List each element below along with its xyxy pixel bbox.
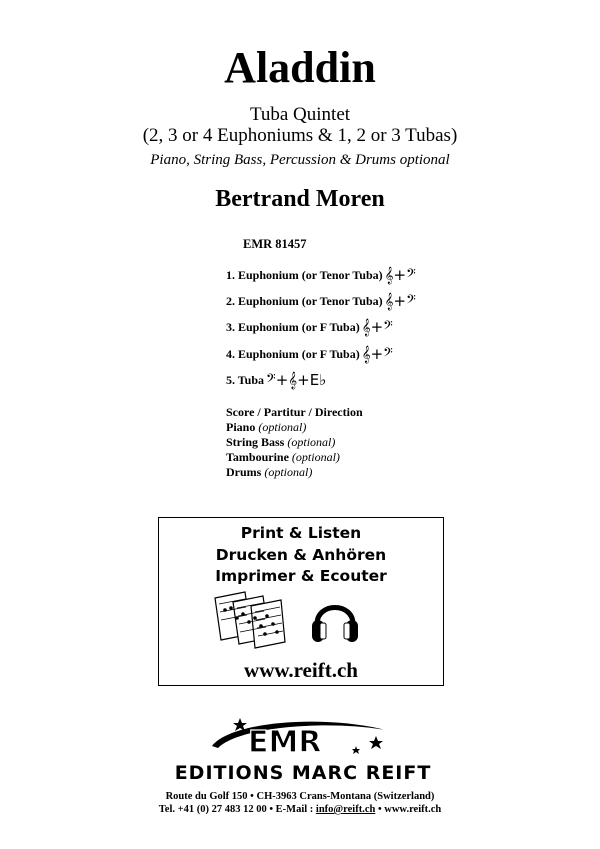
extra-note: (optional)	[264, 465, 313, 479]
page-title: Aladdin	[224, 43, 376, 92]
catalog-number: EMR 81457	[243, 237, 307, 251]
promo-line-3: Imprimer & Ecouter	[215, 567, 387, 585]
part-label: 3. Euphonium (or F Tuba)	[226, 319, 360, 334]
publisher-contact	[0, 804, 600, 815]
part-label: 1. Euphonium (or Tenor Tuba)	[226, 267, 383, 282]
optional-instruments: Piano, String Bass, Percussion & Drums optional	[150, 152, 450, 168]
part-label: 2. Euphonium (or Tenor Tuba)	[226, 293, 383, 308]
part-1	[226, 266, 416, 284]
clef-icon: 𝄞+𝄢	[361, 345, 393, 363]
extra-name: Piano	[226, 420, 256, 434]
logo-text: EMR	[248, 725, 322, 760]
promo-line-2: Drucken & Anhören	[215, 546, 387, 564]
extra-note: (optional)	[258, 420, 307, 434]
composer: Bertrand Moren	[215, 186, 385, 212]
clef-icon: 𝄞+𝄢	[384, 266, 416, 284]
extra-tambourine	[226, 450, 340, 465]
clef-icon: 𝄢+𝄞+E♭	[266, 371, 327, 389]
website-link[interactable]: www.reift.ch	[244, 658, 358, 682]
subtitle: Tuba Quintet	[249, 104, 351, 125]
sheet-music-icon	[211, 588, 287, 650]
part-label: 4. Euphonium (or F Tuba)	[226, 346, 360, 361]
extra-note: (optional)	[291, 450, 340, 464]
part-3	[226, 318, 393, 336]
contact-prefix: Tel. +41 (0) 27 483 12 00 • E-Mail :	[158, 804, 316, 815]
contact-suffix: • www.reift.ch	[375, 804, 442, 815]
part-label: 5. Tuba	[226, 372, 265, 387]
extra-note: (optional)	[287, 435, 336, 449]
publisher-address: Route du Golf 150 • CH-3963 Crans-Montana (Switzerland)	[165, 791, 435, 802]
extra-piano	[226, 420, 306, 435]
email-link[interactable]: info@reift.ch	[315, 804, 376, 815]
extra-name: Tambourine	[226, 450, 289, 464]
extra-string-bass	[226, 435, 335, 450]
part-2	[226, 292, 416, 310]
part-5	[226, 371, 326, 389]
print-listen-box	[158, 517, 444, 686]
extra-score	[226, 405, 363, 420]
part-4	[226, 345, 393, 363]
publisher-name: EDITIONS MARC REIFT	[174, 762, 432, 784]
instrumentation: (2, 3 or 4 Euphoniums & 1, 2 or 3 Tubas)	[142, 125, 458, 146]
extra-name: Drums	[226, 465, 262, 479]
promo-line-1: Print & Listen	[240, 524, 362, 542]
clef-icon: 𝄞+𝄢	[361, 318, 393, 336]
emr-logo	[200, 712, 400, 760]
headphones-icon	[311, 592, 359, 648]
extra-name: String Bass	[226, 435, 285, 449]
clef-icon: 𝄞+𝄢	[384, 292, 416, 310]
extra-name: Score / Partitur / Direction	[226, 405, 363, 419]
extra-drums	[226, 465, 312, 480]
